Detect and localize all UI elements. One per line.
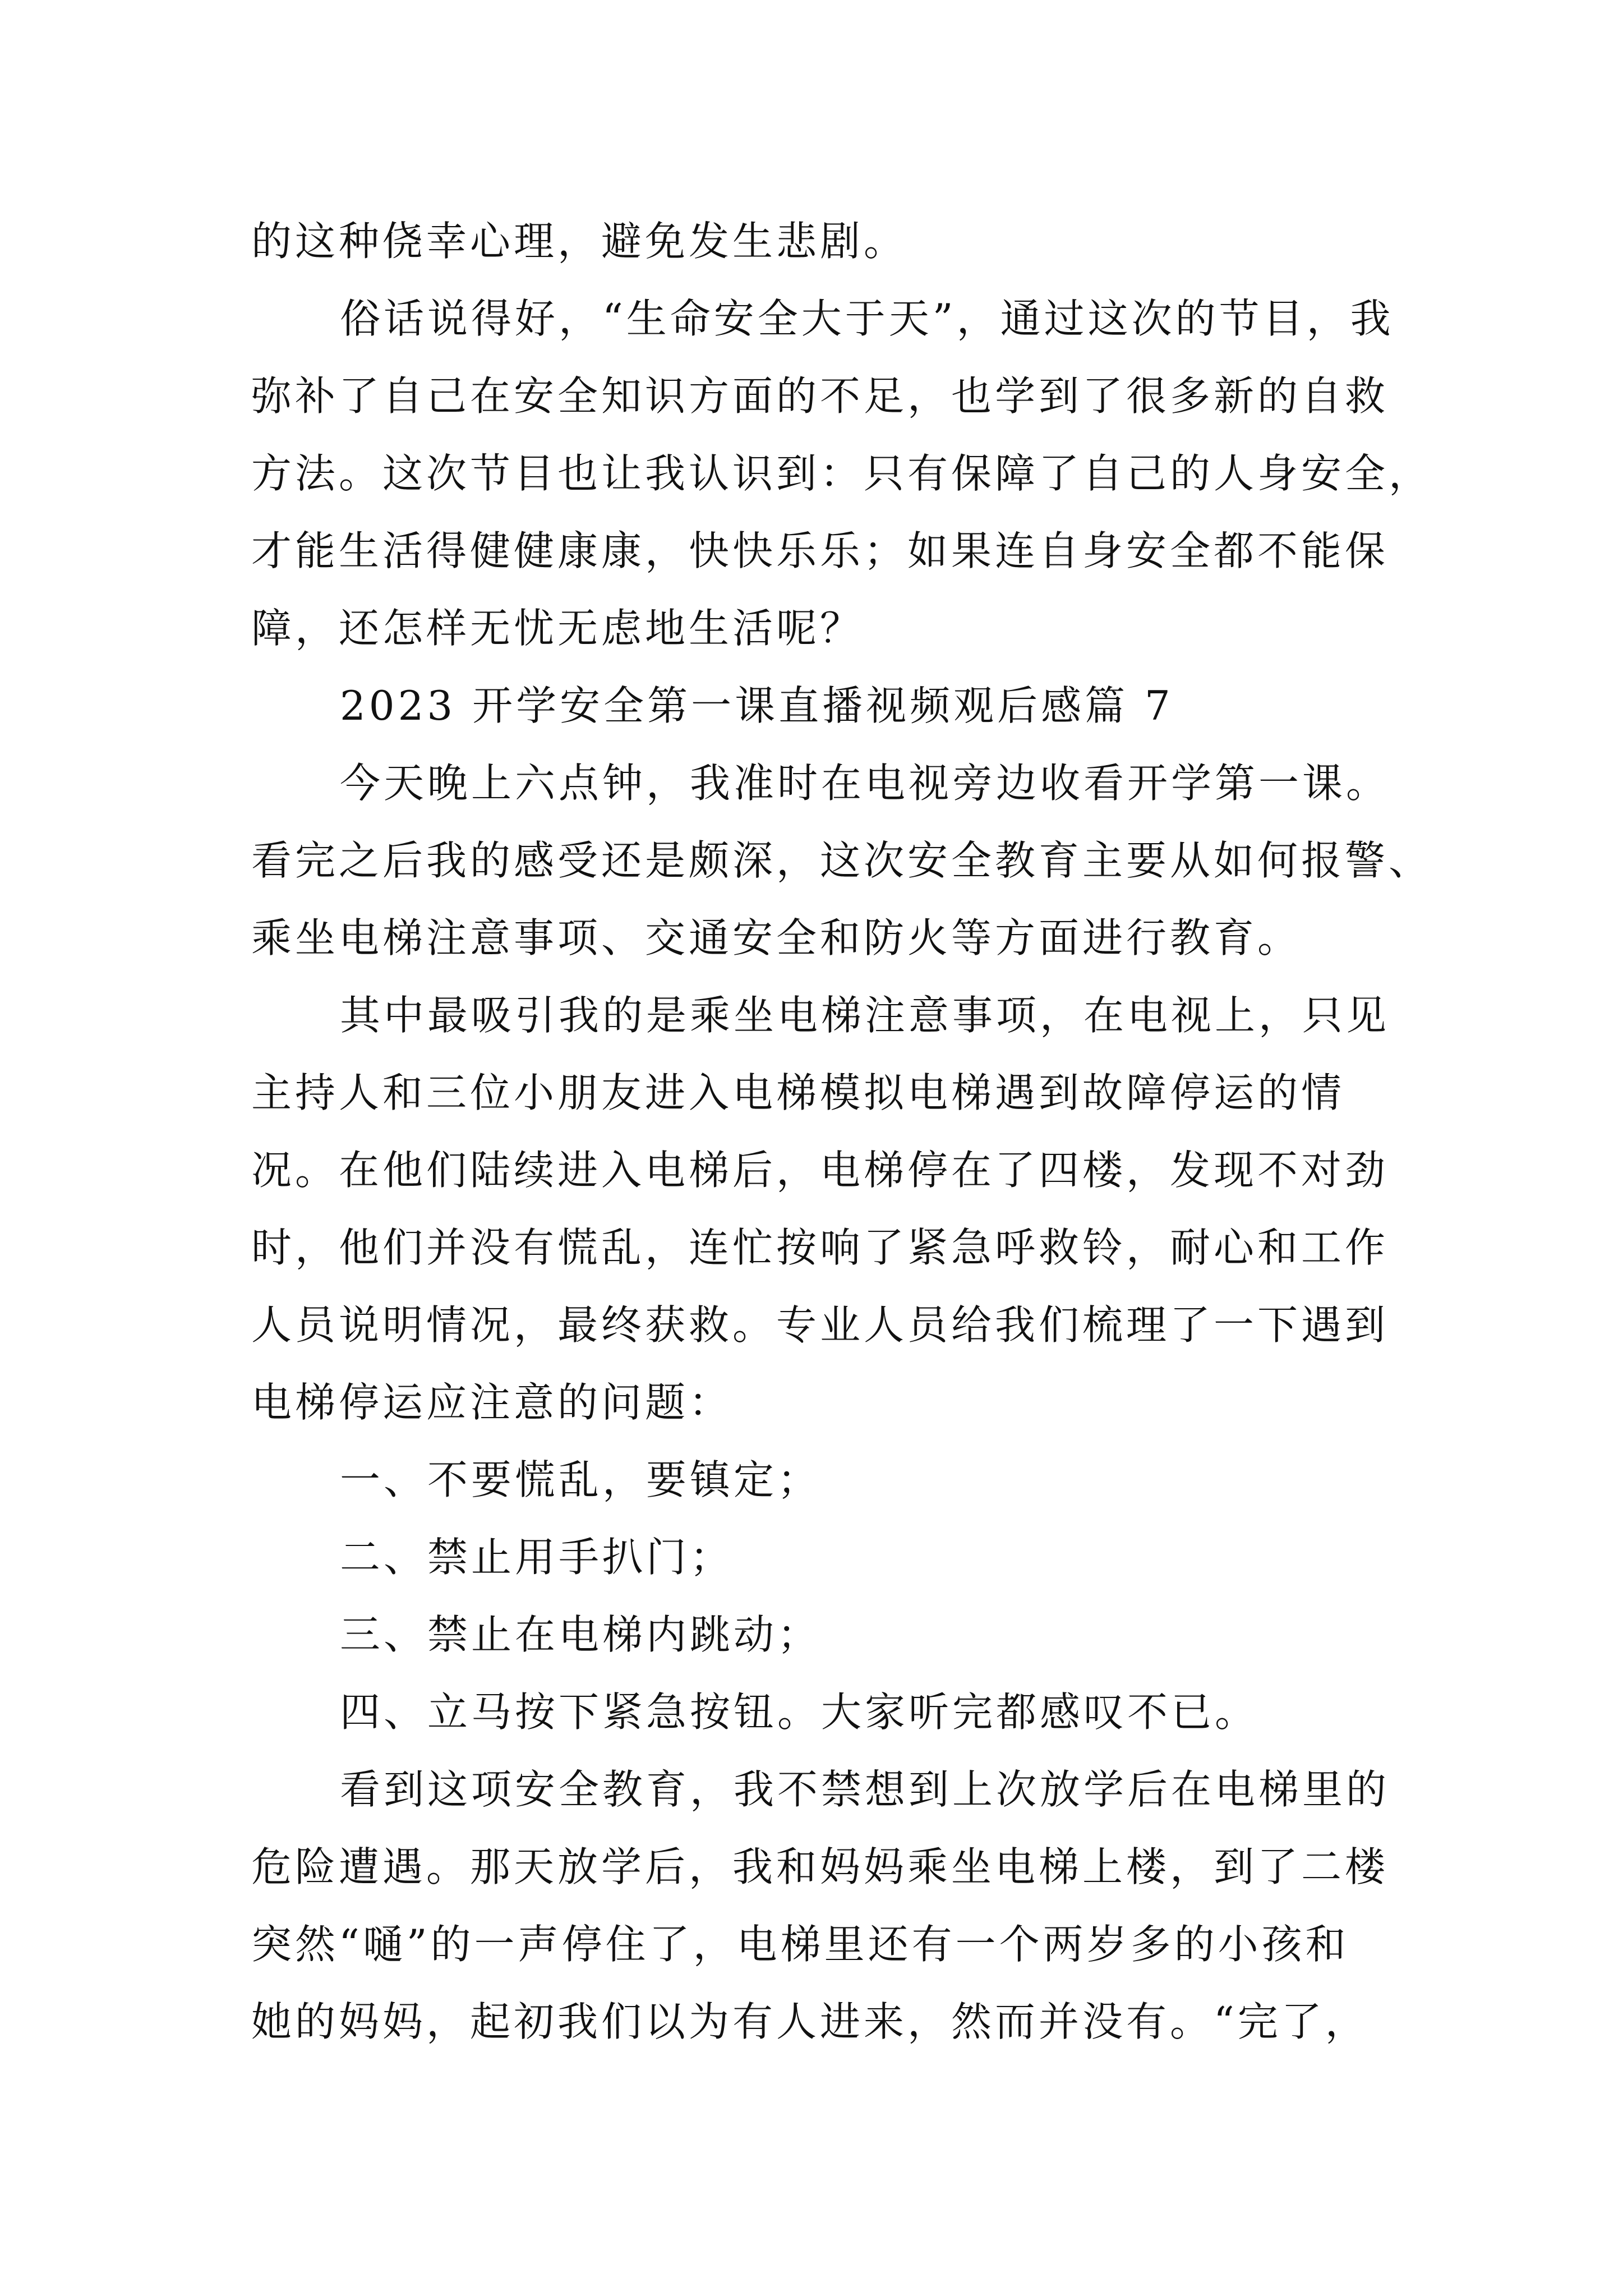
text-line: 主持人和三位小朋友进入电梯模拟电梯遇到故障停运的情 (251, 1069, 1345, 1116)
section-heading: 2023 开学安全第一课直播视频观后感篇 7 (340, 682, 1174, 729)
text-line: 才能生活得健健康康，快快乐乐；如果连自身安全都不能保 (251, 527, 1389, 574)
text-line: 人员说明情况，最终获救。专业人员给我们梳理了一下遇到 (251, 1301, 1389, 1349)
text-line: 突然“嗵”的一声停住了，电梯里还有一个两岁多的小孩和 (251, 1921, 1349, 1968)
text-line: 的这种侥幸心理，避免发生悲剧。 (251, 218, 908, 265)
text-line: 看到这项安全教育，我不禁想到上次放学后在电梯里的 (340, 1766, 1390, 1813)
text-line: 其中最吸引我的是乘坐电梯注意事项，在电视上，只见 (340, 992, 1390, 1039)
text-line: 障，还怎样无忧无虑地生活呢？ (251, 605, 864, 652)
text-line: 俗话说得好，“生命安全大于天”，通过这次的节目，我 (340, 295, 1394, 342)
list-item: 三、禁止在电梯内跳动； (340, 1611, 822, 1658)
text-line: 危险遭遇。那天放学后，我和妈妈乘坐电梯上楼，到了二楼 (251, 1843, 1389, 1890)
text-line: 方法。这次节目也让我认识到：只有保障了自己的人身安全， (251, 450, 1433, 497)
text-line: 今天晚上六点钟，我准时在电视旁边收看开学第一课。 (340, 760, 1390, 807)
text-line: 她的妈妈，起初我们以为有人进来，然而并没有。“完了， (251, 1998, 1369, 2045)
text-line: 弥补了自己在安全知识方面的不足，也学到了很多新的自救 (251, 372, 1389, 420)
text-line: 看完之后我的感受还是颇深，这次安全教育主要从如何报警、 (251, 837, 1433, 884)
text-line: 况。在他们陆续进入电梯后，电梯停在了四楼，发现不对劲 (251, 1147, 1389, 1194)
text-line: 电梯停运应注意的问题： (251, 1379, 733, 1426)
text-line: 时，他们并没有慌乱，连忙按响了紧急呼救铃，耐心和工作 (251, 1224, 1389, 1271)
list-item: 一、不要慌乱，要镇定； (340, 1456, 822, 1503)
list-item: 二、禁止用手扒门； (340, 1534, 734, 1581)
text-line: 乘坐电梯注意事项、交通安全和防火等方面进行教育。 (251, 914, 1302, 961)
list-item: 四、立马按下紧急按钮。大家听完都感叹不已。 (340, 1688, 1259, 1736)
